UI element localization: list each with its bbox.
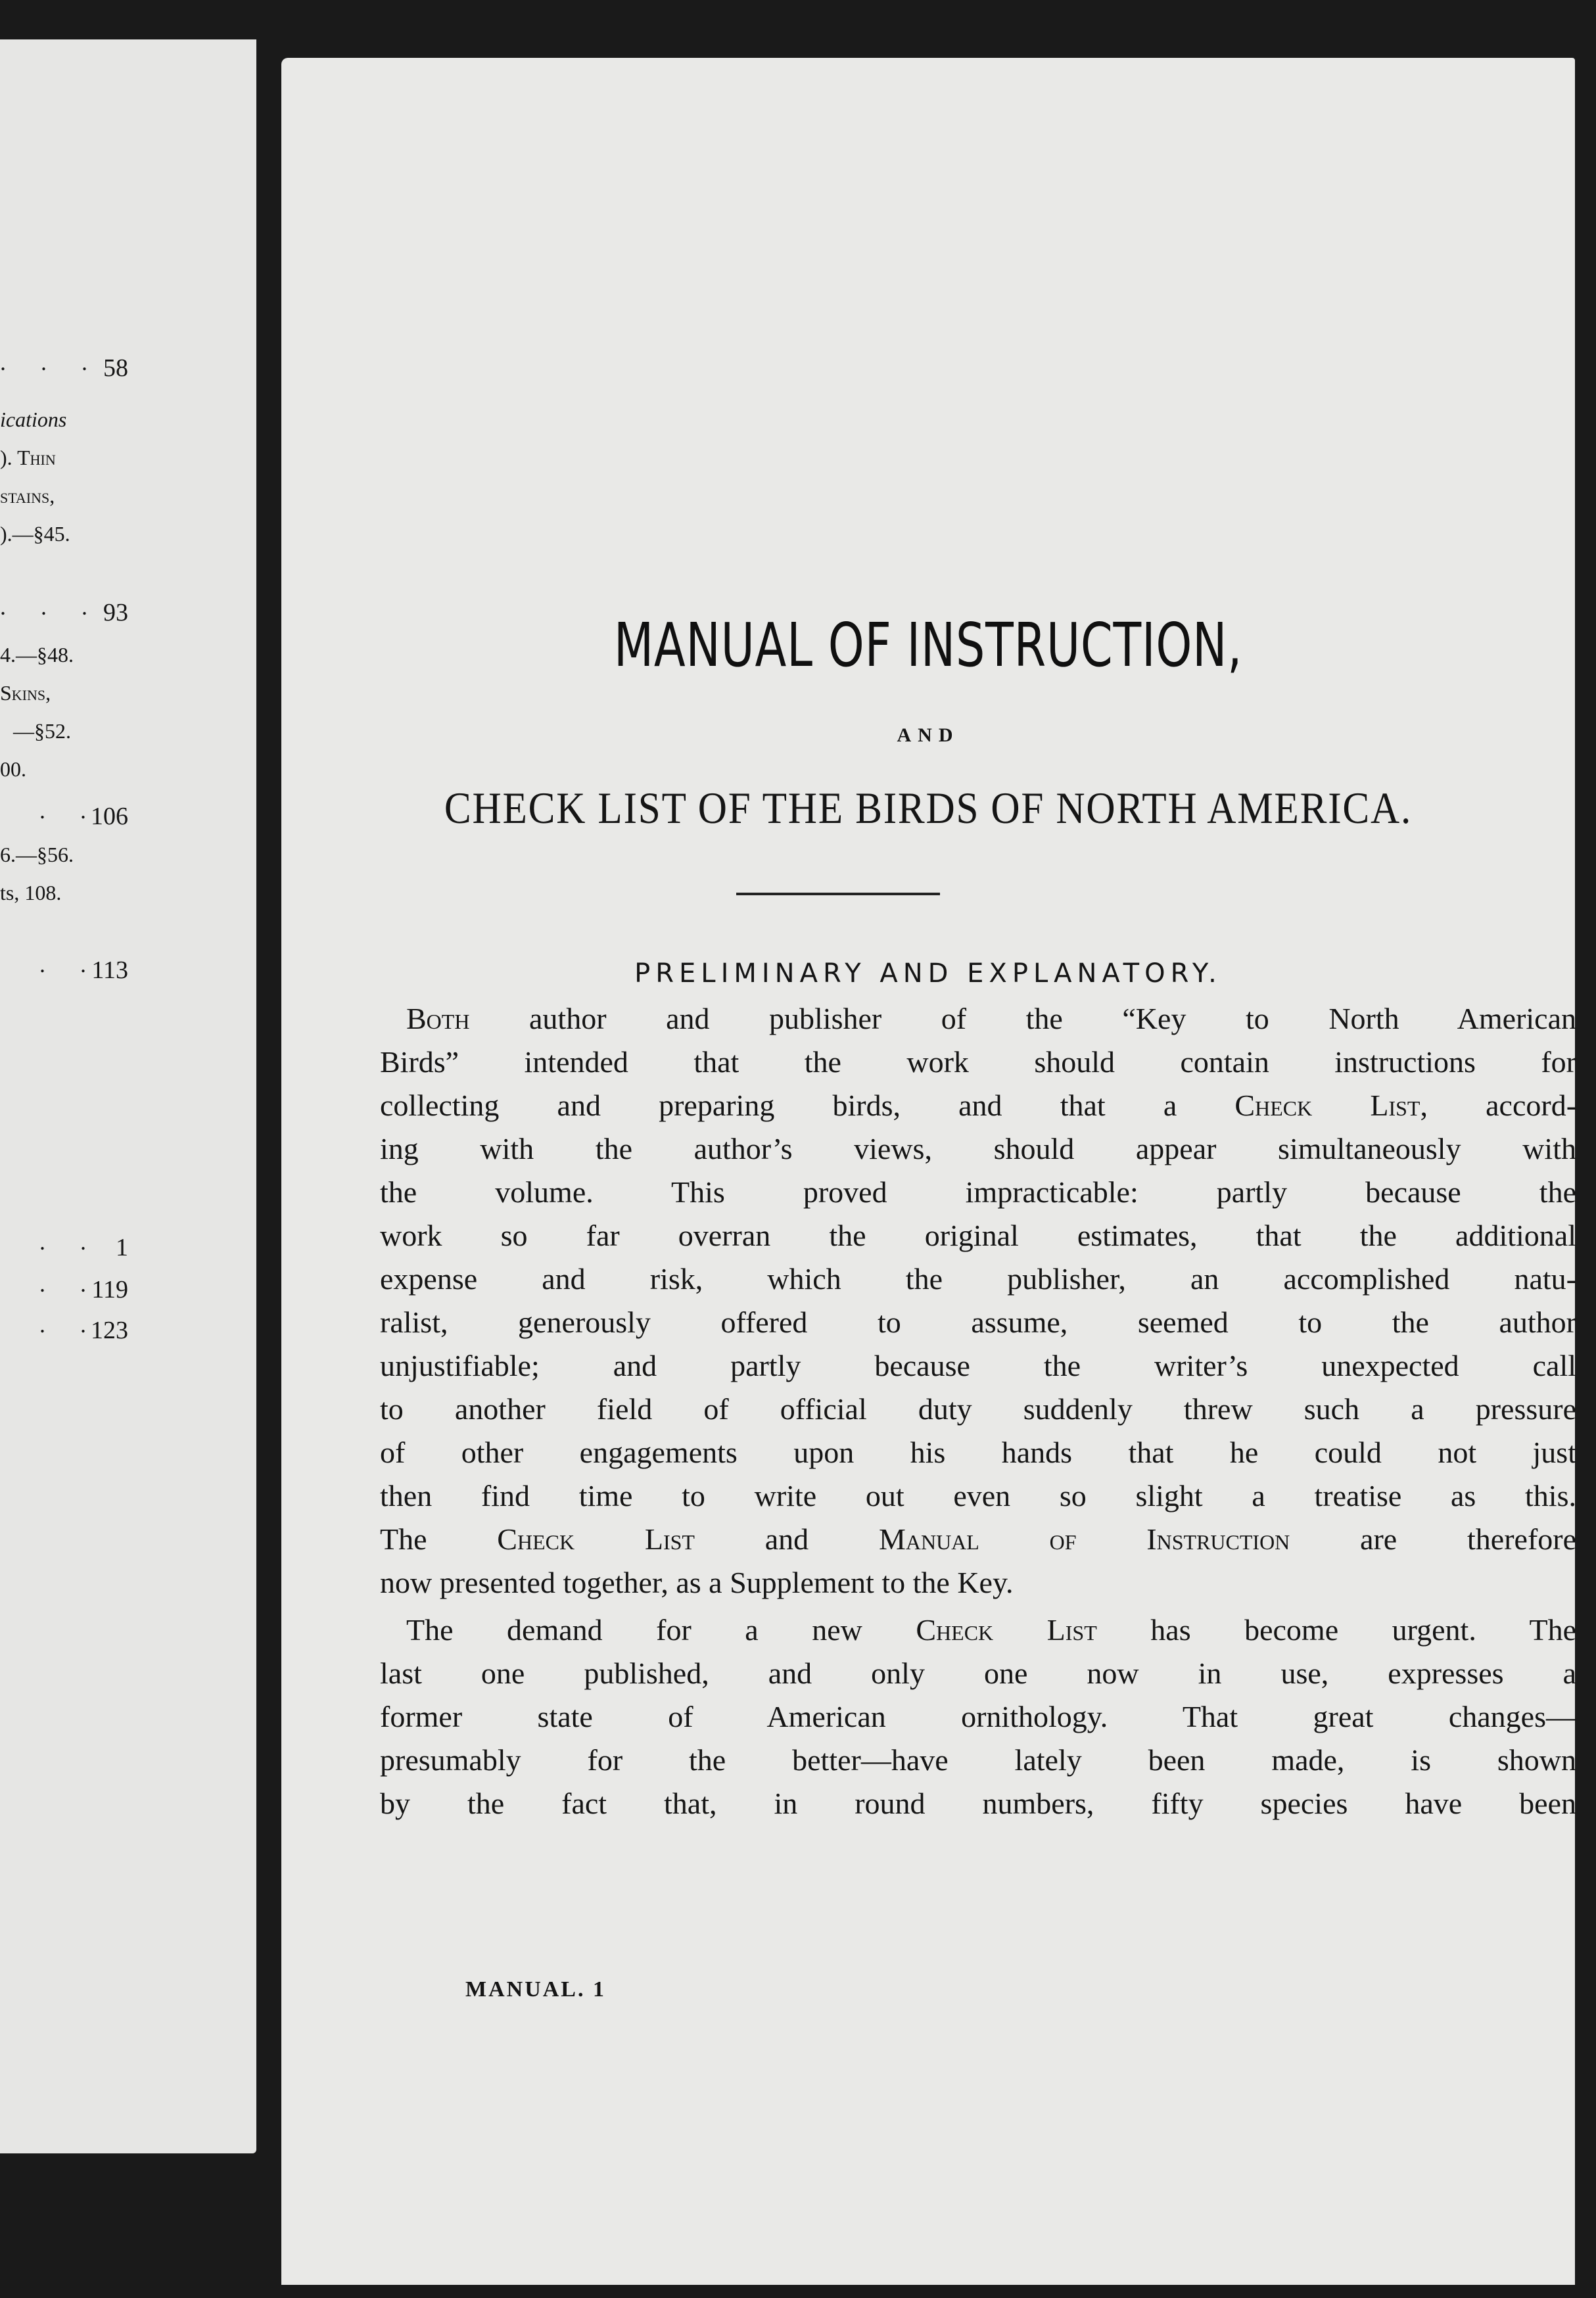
text-line: former state of American ornithology. That great changes— (380, 1700, 1576, 1733)
text-line: then find time to write out even so slight a treatise as this. (380, 1479, 1576, 1512)
text-line: unjustifiable; and partly because the writer’s unexpected call (380, 1349, 1576, 1382)
title-rule (736, 893, 940, 895)
text-line: presumably for the better—have lately been made, is shown (380, 1743, 1576, 1777)
main-page (281, 58, 1575, 2285)
text-line: of other engagements upon his hands that he could not just (380, 1436, 1576, 1469)
text-line: The Check List and Manual of Instruction are therefore (380, 1522, 1576, 1556)
leader-dots: . . . (0, 594, 102, 620)
toc-fragment: ).—§45. (0, 522, 70, 546)
leader-dots: . . (39, 951, 101, 977)
page-number: 113 (91, 956, 128, 984)
text-line: to another field of official duty suddenly threw such a pressure (380, 1392, 1576, 1426)
text-line: expense and risk, which the publisher, an accomplished natu- (380, 1262, 1576, 1296)
toc-fragment: 4.—§48. (0, 643, 74, 667)
leader-dots: . . . (0, 349, 102, 375)
page-number: 93 (103, 599, 128, 626)
page-number: 119 (91, 1276, 128, 1303)
text-line: ing with the author’s views, should appear simultaneously with (380, 1132, 1576, 1165)
leader-dots: . . (39, 1229, 101, 1255)
text-line: now presented together, as a Supplement to the Key. (380, 1566, 1014, 1599)
toc-fragment: Skins, (0, 681, 51, 705)
text-line: collecting and preparing birds, and that a Check List, accord- (380, 1089, 1577, 1122)
text-line: ralist, generously offered to assume, seemed to the author (380, 1305, 1576, 1339)
page-number: 106 (91, 803, 128, 830)
title-conjunction: AND (897, 724, 960, 746)
page-number: 1 (116, 1234, 128, 1261)
page-number: 123 (91, 1317, 128, 1344)
section-heading: PRELIMINARY AND EXPLANATORY. (634, 958, 1222, 989)
leader-dots: . . (39, 1271, 101, 1297)
toc-fragment: ). Thin (0, 446, 56, 469)
text-line: last one published, and only one now in use, expresses a (380, 1656, 1576, 1690)
toc-fragment: ications (0, 408, 67, 431)
toc-fragment: 00. (0, 757, 26, 781)
toc-fragment: stains, (0, 484, 55, 507)
page-title: MANUAL OF INSTRUCTION, (613, 610, 1243, 680)
toc-fragment: ts, 108. (0, 881, 62, 904)
text-line: The demand for a new Check List has become urgent. The (406, 1613, 1577, 1647)
text-line: the volume. This proved impracticable: partly because the (380, 1175, 1576, 1209)
left-page-fragment (0, 39, 256, 2153)
text-line: Birds” intended that the work should contain instructions for (380, 1045, 1576, 1079)
text-line: work so far overran the original estimates, that the additional (380, 1219, 1576, 1252)
page-subtitle: CHECK LIST OF THE BIRDS OF NORTH AMERICA. (444, 783, 1413, 833)
page-number: 58 (103, 354, 128, 382)
toc-fragment: 6.—§56. (0, 843, 74, 866)
leader-dots: . . (39, 797, 101, 824)
signature-mark: MANUAL. 1 (465, 1977, 606, 2002)
toc-fragment: —§52. (13, 719, 71, 743)
text-line: by the fact that, in round numbers, fifty species have been (380, 1787, 1576, 1820)
leader-dots: . . (39, 1311, 101, 1338)
text-line: Both author and publisher of the “Key to North American (406, 1002, 1576, 1035)
